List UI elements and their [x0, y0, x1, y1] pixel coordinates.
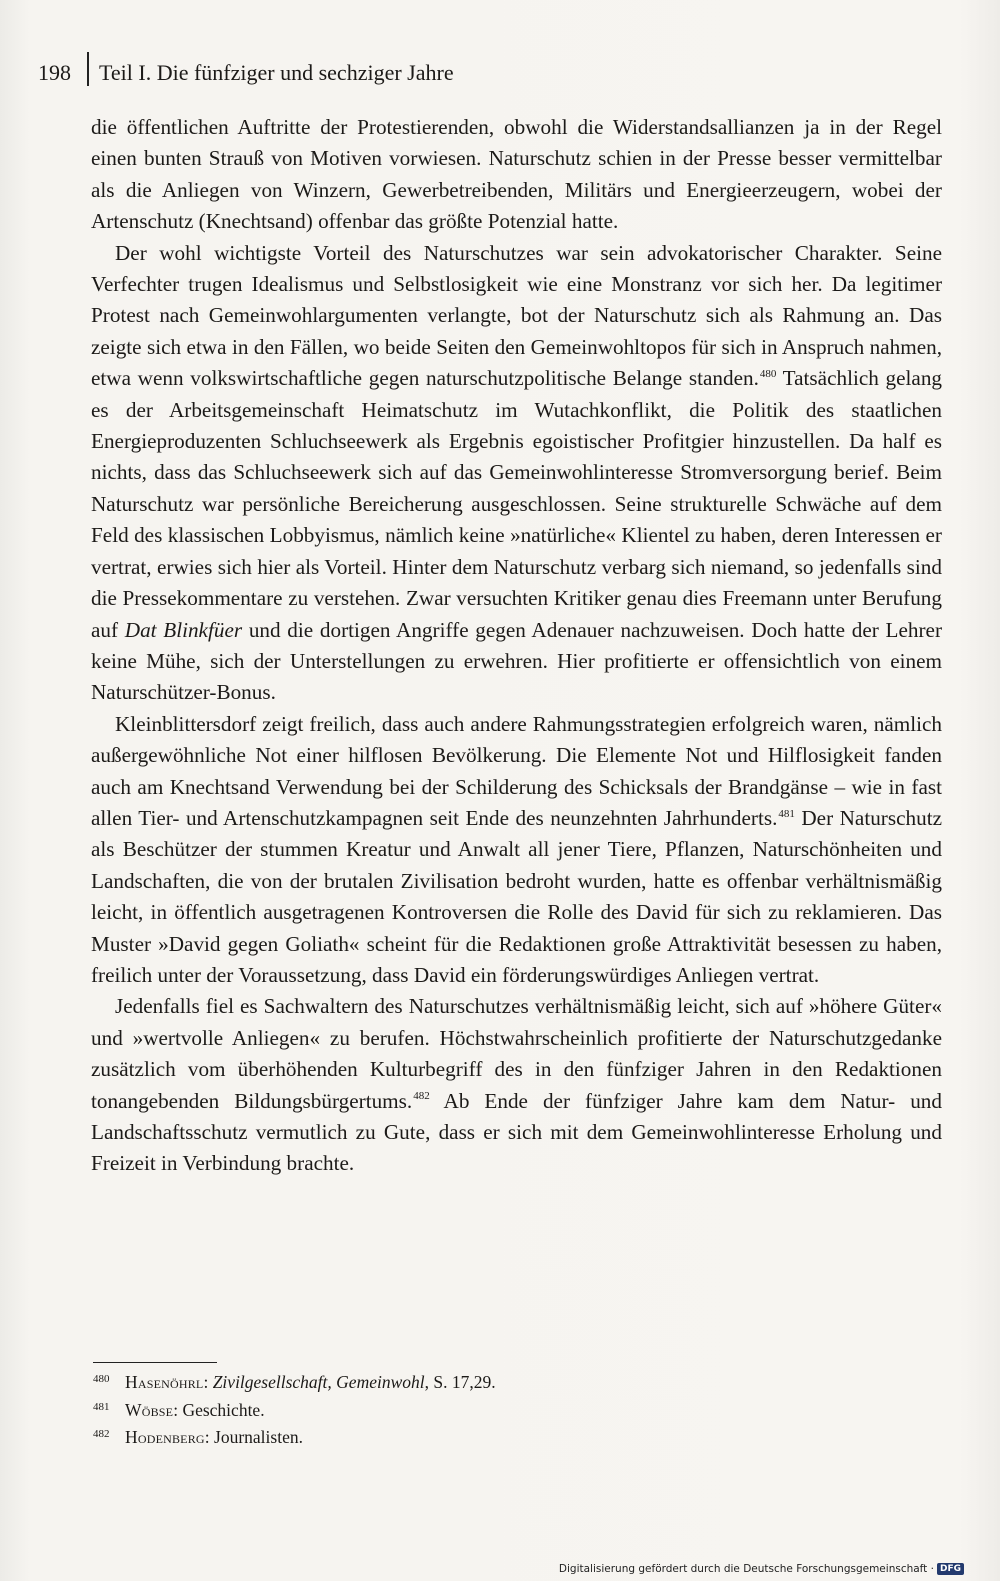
newspaper-title: Dat Blinkfüer — [124, 617, 243, 642]
footnote-rest: Journalisten. — [214, 1427, 303, 1447]
footnote — [93, 1425, 933, 1453]
running-head — [38, 56, 454, 90]
digitization-credit — [559, 1563, 964, 1575]
footnote-text — [125, 1425, 303, 1450]
footnote-ref-481[interactable]: 481 — [778, 807, 795, 820]
chapter-title: Teil I. Die fünfziger und sechziger Jahre — [99, 60, 454, 85]
footnote-separator: : — [203, 1372, 213, 1392]
footnote-ref-482[interactable]: 482 — [413, 1090, 430, 1103]
footnote-separator: : — [173, 1399, 183, 1420]
footnote-author: Hasenöhrl — [125, 1372, 204, 1392]
paragraph-3-text-b: Der Naturschutz als Beschützer der stummen Kreatur und Anwalt all jener Tiere, Pflanzen, Naturschönheiten und Landschaften, die von der brutalen Zivilisation bedroht wurden, hatte es offenbar verhältnismäßig leicht, in öffentlich ausgetragenen Kontroversen die Rolle des David für sich zu reklamieren. Das Muster »David gegen Goliath« scheint für die Redaktionen große Attraktivität besessen zu haben, freilich unter der Voraussetzung, dass David ein förderungswürdiges Anliegen vertrat. — [91, 805, 942, 987]
header-divider — [87, 52, 89, 86]
credit-text: Digitalisierung gefördert durch die Deutsche Forschungsgemeinschaft · — [558, 1563, 934, 1575]
footnote-number: 480 — [93, 1373, 110, 1385]
footnote — [93, 1398, 933, 1426]
footnote-author: Wöbse — [125, 1399, 174, 1420]
footnotes — [93, 1370, 933, 1453]
footnote-rest: , S. 17,29. — [424, 1372, 496, 1392]
paragraph-4 — [91, 991, 942, 1179]
footnote-author: Hodenberg — [125, 1427, 205, 1447]
paragraph-3-text-a: Kleinblittersdorf zeigt freilich, dass auch andere Rahmungsstrategien erfolgreich waren, nämlich außergewöhnliche Not einer hilflosen Bevölkerung. Die Elemente Not und Hilflosigkeit fanden auch am Knechtsand Verwendung bei der Schilderung des Schicksals der Brandgänse – wie in fast allen Tier- und Artenschutzkampagnen seit Ende des neunzehnten Jahrhunderts. — [91, 711, 942, 830]
footnote-number: 481 — [93, 1400, 110, 1413]
body-text — [91, 112, 942, 1180]
footnote — [93, 1370, 933, 1398]
paragraph-2-text-a: Der wohl wichtigste Vorteil des Naturschutzes war sein advokatorischer Charakter. Seine Verfechter trugen Idealismus und Selbstlosigkeit wie eine Monstranz vor sich her. Da legitimer Protest nach Gemeinwohlargumenten verlangte, bot der Naturschutz sich als Rahmung an. Das zeigte sich etwa in den Fällen, wo beide Seiten den Gemeinwohltopos für sich in Anspruch nahmen, etwa wenn volkswirtschaftliche gegen naturschutzpolitische Belange standen. — [91, 240, 942, 391]
footnote-divider — [93, 1362, 217, 1363]
paragraph-4-text-a: Jedenfalls fiel es Sachwaltern des Naturschutzes verhältnismäßig leicht, sich auf »höhere Güter« und »wertvolle Anliegen« zu berufen. Höchstwahrscheinlich profitierte der Naturschutzgedanke zusätzlich vom überhöhenden Kulturbegriff des in den fünfziger Jahren in den Redaktionen tonangebenden Bildungsbürgertums. — [91, 994, 942, 1113]
paragraph-1: die öffentlichen Auftritte der Protestierenden, obwohl die Widerstandsallianzen ja in der Regel einen bunten Strauß von Motiven vorwiesen. Naturschutz schien in der Presse besser vermittelbar als die Anliegen von Winzern, Gewerbetreibenden, Militärs und Energieerzeugern, wobei der Artenschutz (Knechtsand) offenbar das größte Potenzial hatte. — [91, 115, 942, 234]
paragraph-2-text-b: Tatsächlich gelang es der Arbeitsgemeinschaft Heimatschutz im Wutachkonflikt, die Politik des staatlichen Energieproduzenten Schluchseewerk als Ergebnis egoistischer Profitgier hinzustellen. Da half es nichts, dass das Schluchseewerk sich auf das Gemeinwohlinteresse Stromversorgung berief. Beim Naturschutz war persönliche Bereicherung ausgeschlossen. Seine strukturelle Schwäche auf dem Feld des klassischen Lobbyismus, nämlich keine »natürliche« Klientel zu haben, deren Interessen er vertrat, erwies sich hier als Vorteil. Hinter dem Naturschutz verbarg sich niemand, so jedenfalls sind die Pressekommentare zu verstehen. Zwar versuchten Kritiker genau dies Freemann unter Berufung auf — [91, 366, 943, 642]
paragraph-2-text-c: und die dortigen Angriffe gegen Adenauer nachzuweisen. Doch hatte der Lehrer keine Mühe, sich der Unterstellungen zu erwehren. Hier profitierte er offensichtlich von einem Naturschützer-Bonus. — [91, 617, 943, 705]
paragraph-3 — [91, 709, 942, 992]
footnote-separator: : — [204, 1427, 215, 1447]
footnote-title: Zivilgesellschaft, Gemeinwohl — [212, 1372, 425, 1392]
paragraph-2 — [91, 238, 942, 709]
footnote-rest: Geschichte. — [182, 1399, 265, 1420]
footnote-text — [125, 1398, 265, 1423]
dfg-logo: DFG — [937, 1563, 964, 1575]
footnote-ref-480[interactable]: 480 — [759, 368, 777, 380]
footnote-number: 482 — [93, 1428, 110, 1440]
paragraph-4-text-b: Ab Ende der fünfziger Jahre kam dem Natur- und Landschaftsschutz vermutlich zu Gute, dass er sich mit dem Gemeinwohlinteresse Erholung und Freizeit in Verbindung brachte. — [91, 1088, 942, 1176]
page-number: 198 — [38, 60, 71, 85]
footnote-text — [125, 1370, 496, 1395]
